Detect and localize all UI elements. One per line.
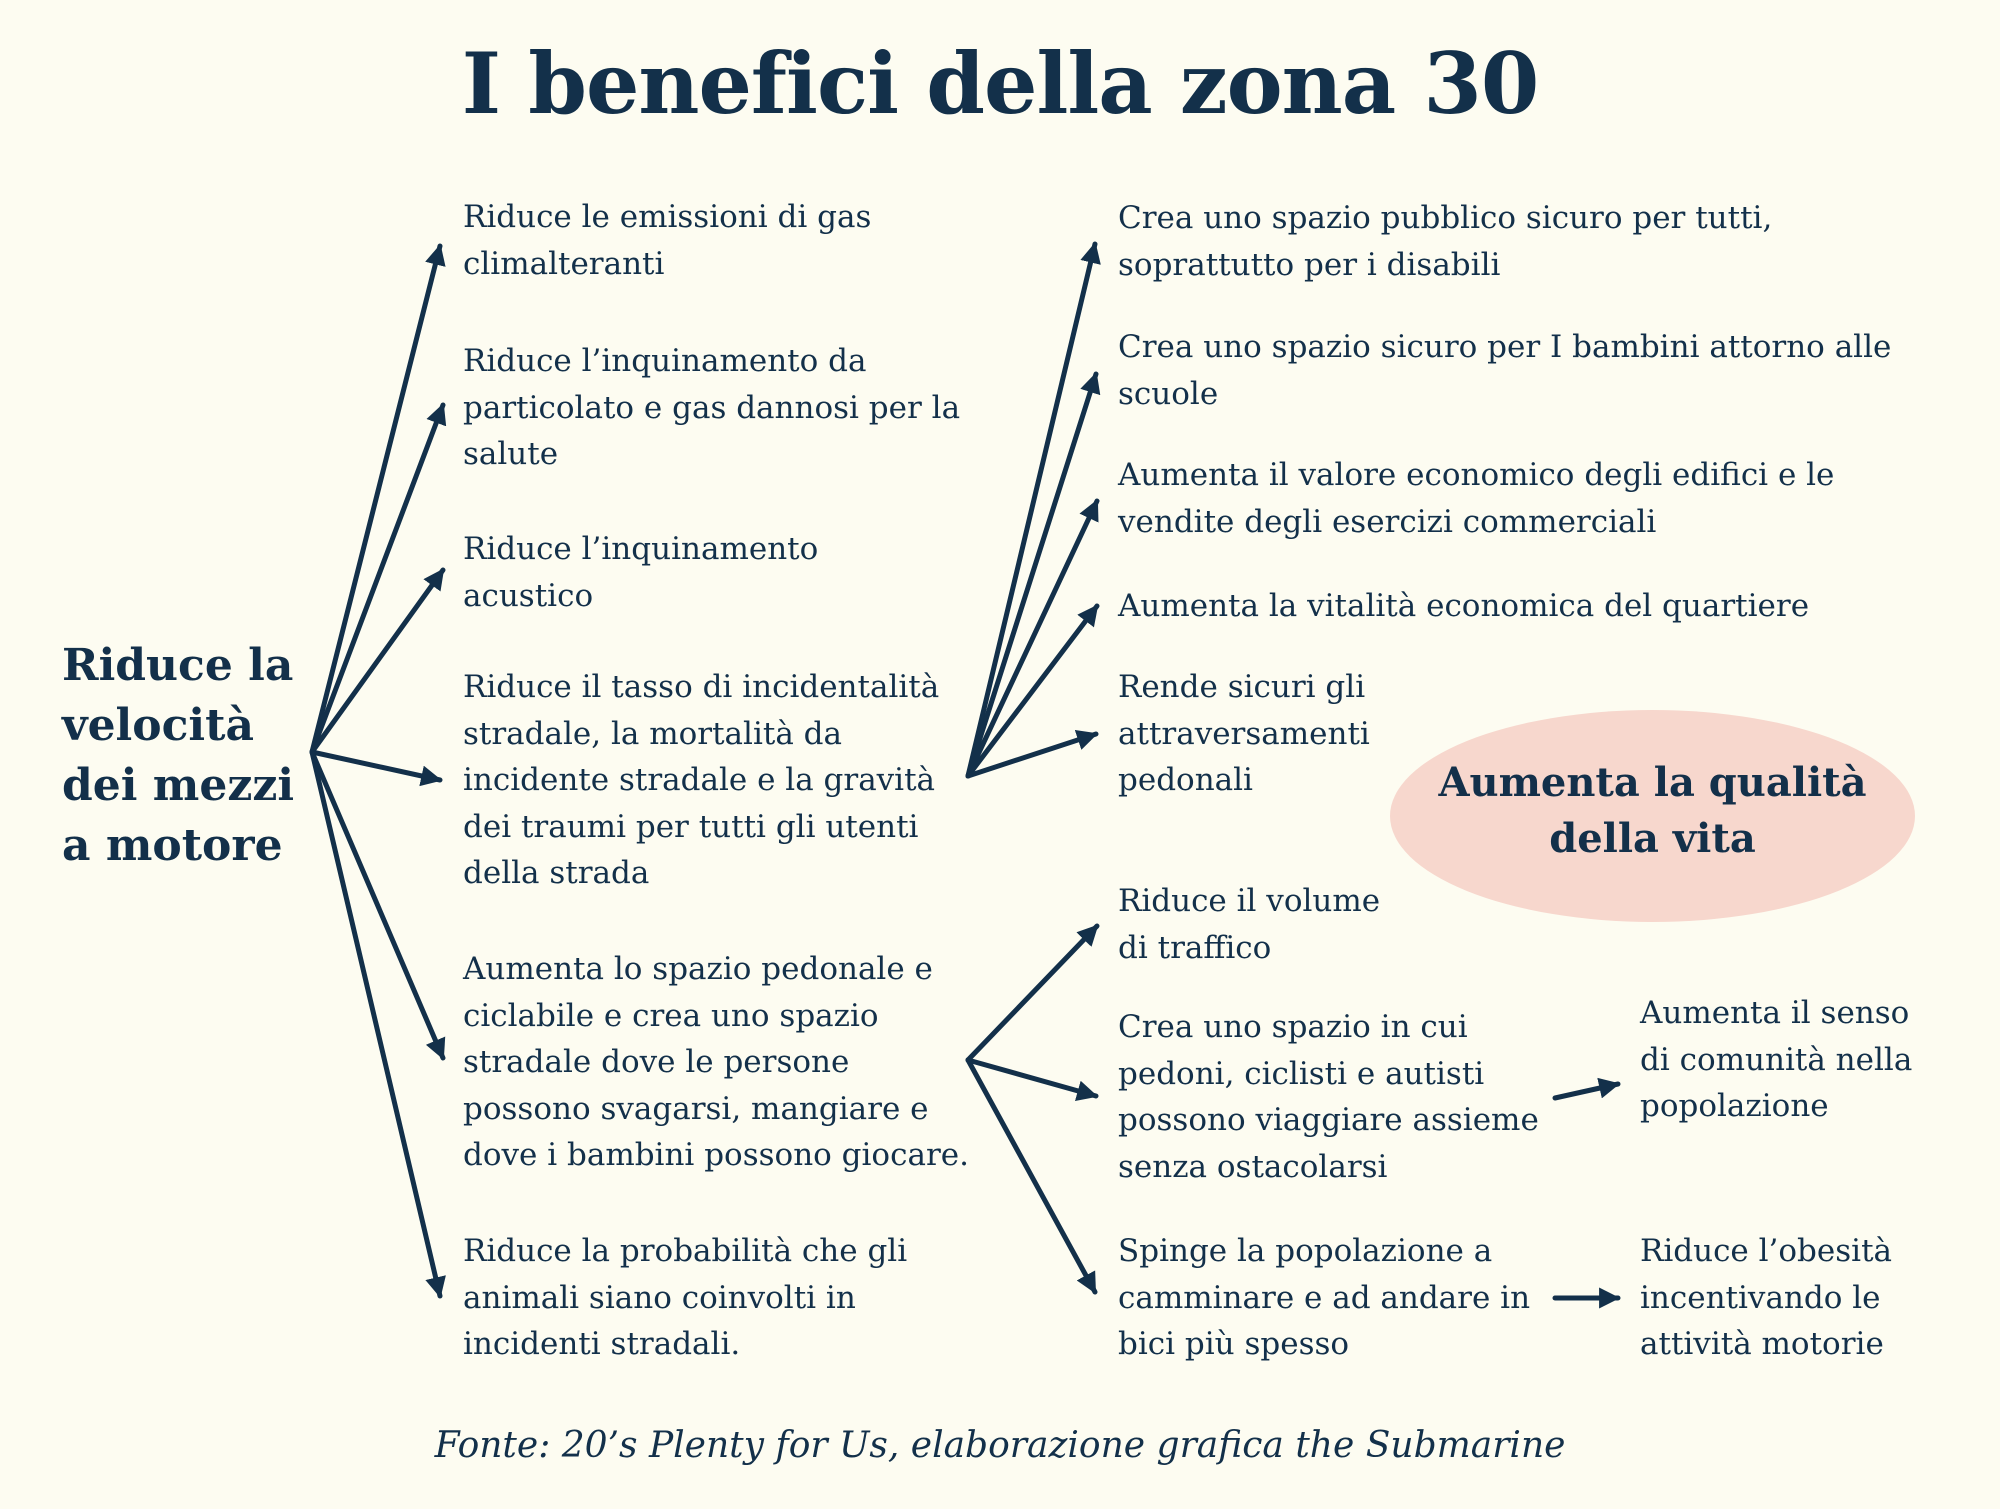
arrow-pedestrian-traffic: [968, 926, 1097, 1060]
arrow-pedestrian-active: [968, 1060, 1095, 1292]
arrow-accidents-economic-value: [968, 501, 1097, 776]
node-particulate: Riduce l’inquinamento da particolato e gas dannosi per la salute: [463, 343, 961, 472]
arrow-root-accidents: [312, 752, 440, 780]
arrow-shared-community: [1555, 1084, 1618, 1098]
node-obesity: Riduce l’obesità incentivando le attività motorie: [1640, 1233, 1893, 1362]
node-emissions: Riduce le emissioni di gas climalteranti: [463, 199, 872, 282]
node-accidents: Riduce il tasso di incidentalità stradale, la mortalità da incidente stradale e la gravità dei traumi per tutti gli utenti della strada: [463, 669, 940, 891]
arrow-root-emissions: [312, 246, 440, 752]
arrow-root-pedestrian: [312, 752, 443, 1058]
node-economic-vitality: Aumenta la vitalità economica del quartiere: [1118, 588, 1810, 624]
node-economic-value: Aumenta il valore economico degli edifici e le vendite degli esercizi commerciali: [1118, 457, 1835, 540]
node-safe-crossings: Rende sicuri gli attraversamenti pedonali: [1118, 669, 1370, 798]
arrow-root-noise: [312, 570, 443, 752]
page-title: I benefici della zona 30: [461, 34, 1539, 133]
arrow-accidents-schools: [968, 374, 1096, 776]
arrow-root-particulate: [312, 405, 443, 752]
root-node: Riduce la velocità dei mezzi a motore: [62, 640, 295, 871]
node-pedestrian-space: Aumenta lo spazio pedonale e ciclabile e crea uno spazio stradale dove le persone possono svagarsi, mangiare e dove i bambini possono giocare.: [463, 951, 969, 1173]
node-shared-space: Crea uno spazio in cui pedoni, ciclisti e autisti possono viaggiare assieme senza ostacolarsi: [1118, 1009, 1539, 1185]
quality-of-life-label: Aumenta la qualità della vita: [1438, 759, 1867, 862]
node-community: Aumenta il senso di comunità nella popolazione: [1640, 995, 1913, 1124]
source-caption: Fonte: 20’s Plenty for Us, elaborazione grafica the Submarine: [434, 1425, 1566, 1466]
node-noise: Riduce l’inquinamento acustico: [463, 531, 819, 614]
node-animals: Riduce la probabilità che gli animali siano coinvolti in incidenti stradali.: [463, 1233, 908, 1362]
node-active-mobility: Spinge la popolazione a camminare e ad andare in bici più spesso: [1118, 1233, 1531, 1362]
node-traffic-volume: Riduce il volume di traffico: [1118, 883, 1381, 966]
node-safe-public-space: Crea uno spazio pubblico sicuro per tutti, soprattutto per i disabili: [1118, 200, 1773, 283]
arrow-root-animals: [312, 752, 440, 1296]
node-safe-schools: Crea uno spazio sicuro per I bambini attorno alle scuole: [1118, 329, 1892, 412]
